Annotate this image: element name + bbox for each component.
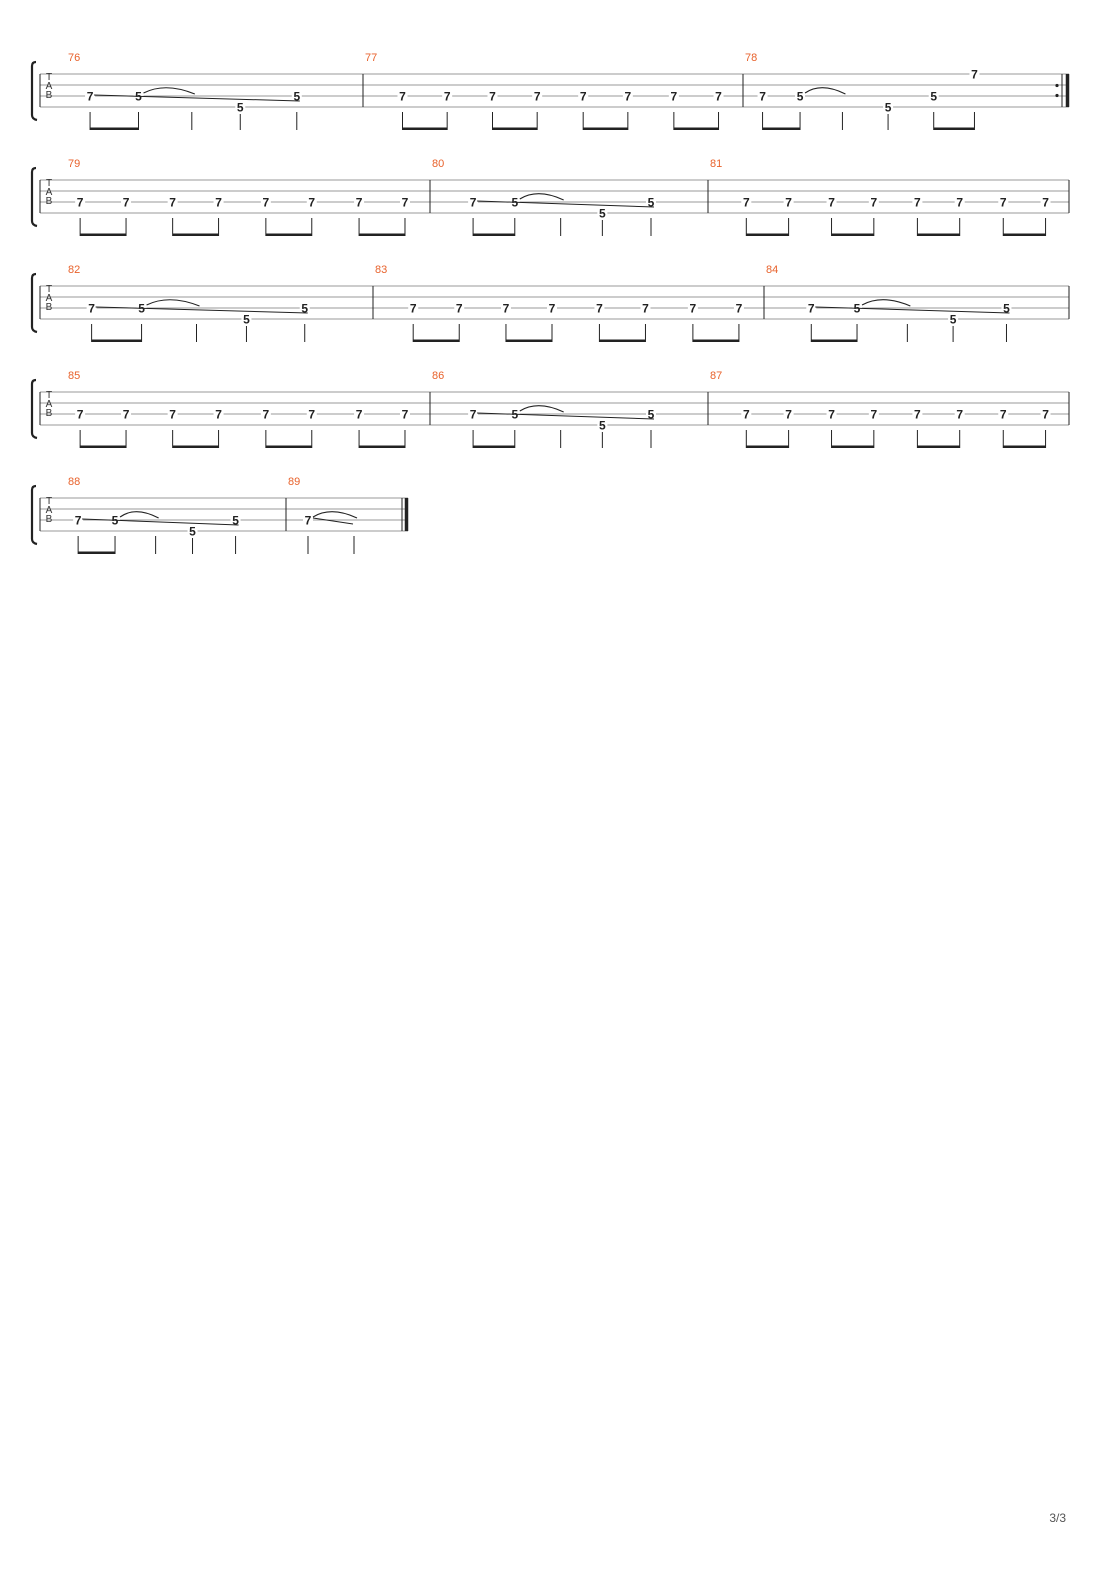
system-bracket — [32, 380, 37, 438]
tab-clef-letter: A — [45, 293, 53, 304]
note-beam — [413, 340, 459, 343]
fret-number: 7 — [489, 89, 496, 104]
note-beam — [80, 446, 126, 449]
fret-number: 7 — [971, 67, 978, 82]
fret-number: 7 — [169, 407, 176, 422]
tab-system — [32, 476, 408, 554]
bar-number: 80 — [432, 158, 445, 170]
note-beam — [359, 446, 405, 449]
fret-number: 7 — [409, 301, 417, 316]
system-bracket — [32, 274, 37, 332]
fret-number: 7 — [215, 407, 222, 422]
bar-number: 86 — [432, 370, 445, 382]
tab-system — [32, 264, 1069, 342]
tie-arc — [313, 512, 357, 518]
fret-number: 5 — [599, 206, 606, 221]
note-beam — [811, 340, 857, 343]
tab-clef-letter: A — [45, 81, 53, 92]
tie-arc — [147, 300, 200, 306]
note-beam — [506, 340, 552, 343]
bar-number: 88 — [68, 476, 81, 488]
fret-number: 7 — [759, 89, 766, 104]
bar-number: 84 — [766, 264, 779, 276]
note-beam — [1003, 234, 1045, 237]
note-beam — [78, 552, 115, 555]
fret-number: 7 — [215, 195, 222, 210]
bar-number: 81 — [710, 158, 723, 170]
fret-number: 7 — [502, 301, 510, 316]
tab-clef-letter: B — [45, 302, 53, 313]
note-beam — [493, 128, 538, 131]
bar-number: 87 — [710, 370, 723, 382]
tie-arc — [144, 88, 195, 94]
fret-number: 5 — [243, 312, 250, 327]
note-beam — [1003, 446, 1045, 449]
note-beam — [832, 446, 874, 449]
note-beam — [403, 128, 448, 131]
fret-number: 7 — [401, 407, 409, 422]
fret-number: 5 — [930, 89, 938, 104]
system-bracket — [32, 62, 37, 120]
note-beam — [80, 234, 126, 237]
tab-clef-letter: A — [45, 505, 53, 516]
fret-number: 7 — [670, 89, 678, 104]
repeat-dot — [1055, 94, 1058, 97]
note-beam — [473, 446, 515, 449]
fret-number: 7 — [86, 89, 94, 104]
fret-number: 7 — [548, 301, 556, 316]
fret-number: 7 — [443, 89, 451, 104]
fret-number: 7 — [735, 301, 743, 316]
tab-clef-letter: T — [45, 390, 53, 401]
bar-number: 83 — [375, 264, 388, 276]
fret-number: 7 — [355, 195, 363, 210]
note-beam — [674, 128, 719, 131]
fret-number: 7 — [828, 407, 835, 422]
systems-layer — [32, 52, 1069, 554]
note-beam — [599, 340, 645, 343]
note-beam — [473, 234, 515, 237]
bar-number: 89 — [288, 476, 301, 488]
fret-number: 5 — [293, 89, 301, 104]
fret-number: 7 — [262, 195, 270, 210]
fret-number: 7 — [76, 195, 84, 210]
fret-number: 7 — [122, 407, 130, 422]
fret-number: 5 — [647, 195, 655, 210]
tab-clef-letter: B — [45, 90, 53, 101]
fret-number: 5 — [1003, 301, 1010, 316]
note-beam — [173, 446, 219, 449]
bar-number: 78 — [745, 52, 758, 64]
note-beam — [359, 234, 405, 237]
fret-number: 7 — [785, 195, 792, 210]
fret-number: 5 — [232, 513, 239, 528]
fret-number: 7 — [596, 301, 603, 316]
fret-number: 7 — [355, 407, 363, 422]
tie-arc — [520, 406, 564, 412]
fret-number: 7 — [956, 407, 964, 422]
note-beam — [917, 446, 959, 449]
fret-number: 5 — [949, 312, 957, 327]
fret-number: 7 — [455, 301, 463, 316]
fret-number: 5 — [796, 89, 804, 104]
bar-number: 76 — [68, 52, 81, 64]
tie-arc — [120, 512, 159, 518]
tab-clef-letter: A — [45, 187, 53, 198]
note-beam — [934, 128, 975, 131]
fret-number: 7 — [308, 195, 316, 210]
fret-number: 7 — [308, 407, 316, 422]
fret-number: 7 — [1042, 407, 1049, 422]
fret-number: 7 — [742, 195, 750, 210]
fret-number: 7 — [807, 301, 815, 316]
tab-system — [32, 158, 1069, 236]
fret-number: 7 — [399, 89, 406, 104]
fret-number: 7 — [1042, 195, 1049, 210]
tie-arc — [520, 194, 564, 200]
page-number: 3/3 — [1049, 1511, 1066, 1525]
system-bracket — [32, 168, 37, 226]
tab-system — [32, 52, 1069, 130]
tab-clef-letter: T — [45, 178, 53, 189]
fret-number: 5 — [189, 524, 196, 539]
fret-number: 7 — [88, 301, 95, 316]
fret-number: 7 — [999, 407, 1007, 422]
fret-number: 7 — [122, 195, 130, 210]
fret-number: 7 — [914, 407, 921, 422]
fret-number: 5 — [301, 301, 309, 316]
tab-system — [32, 370, 1069, 448]
repeat-dot — [1055, 84, 1058, 87]
fret-number: 7 — [304, 513, 312, 528]
tab-clef-letter: A — [45, 399, 53, 410]
bar-number: 79 — [68, 158, 81, 170]
fret-number: 7 — [715, 89, 722, 104]
fret-number: 5 — [599, 418, 606, 433]
fret-number: 7 — [579, 89, 587, 104]
fret-number: 7 — [828, 195, 835, 210]
tab-clef-letter: B — [45, 514, 53, 525]
fret-number: 7 — [169, 195, 176, 210]
fret-number: 5 — [884, 100, 892, 115]
fret-number: 7 — [642, 301, 649, 316]
bar-number: 77 — [365, 52, 378, 64]
fret-number: 7 — [870, 407, 878, 422]
note-beam — [92, 340, 142, 343]
note-beam — [763, 128, 800, 131]
tab-clef-letter: B — [45, 196, 53, 207]
fret-number: 5 — [236, 100, 244, 115]
note-beam — [266, 446, 312, 449]
fret-number: 7 — [785, 407, 792, 422]
tie-arc — [805, 88, 845, 94]
fret-number: 7 — [956, 195, 964, 210]
tab-clef-letter: T — [45, 284, 53, 295]
note-beam — [173, 234, 219, 237]
fret-number: 7 — [689, 301, 697, 316]
fret-number: 7 — [401, 195, 409, 210]
note-beam — [583, 128, 628, 131]
tab-clef-letter: T — [45, 72, 53, 83]
fret-number: 7 — [742, 407, 750, 422]
fret-number: 7 — [870, 195, 878, 210]
bar-number: 85 — [68, 370, 81, 382]
fret-number: 7 — [262, 407, 270, 422]
tab-clef-letter: B — [45, 408, 53, 419]
note-beam — [832, 234, 874, 237]
tie-arc — [862, 300, 910, 306]
note-beam — [917, 234, 959, 237]
note-beam — [266, 234, 312, 237]
note-beam — [693, 340, 739, 343]
system-bracket — [32, 486, 37, 544]
fret-number: 7 — [999, 195, 1007, 210]
fret-number: 7 — [624, 89, 632, 104]
note-beam — [746, 234, 788, 237]
fret-number: 7 — [533, 89, 541, 104]
fret-number: 7 — [74, 513, 82, 528]
fret-number: 7 — [76, 407, 84, 422]
fret-number: 7 — [469, 407, 477, 422]
slide-line — [313, 518, 353, 524]
fret-number: 7 — [469, 195, 477, 210]
tab-clef-letter: T — [45, 496, 53, 507]
note-beam — [746, 446, 788, 449]
fret-number: 7 — [914, 195, 921, 210]
note-beam — [90, 128, 138, 131]
bar-number: 82 — [68, 264, 81, 276]
fret-number: 5 — [647, 407, 655, 422]
